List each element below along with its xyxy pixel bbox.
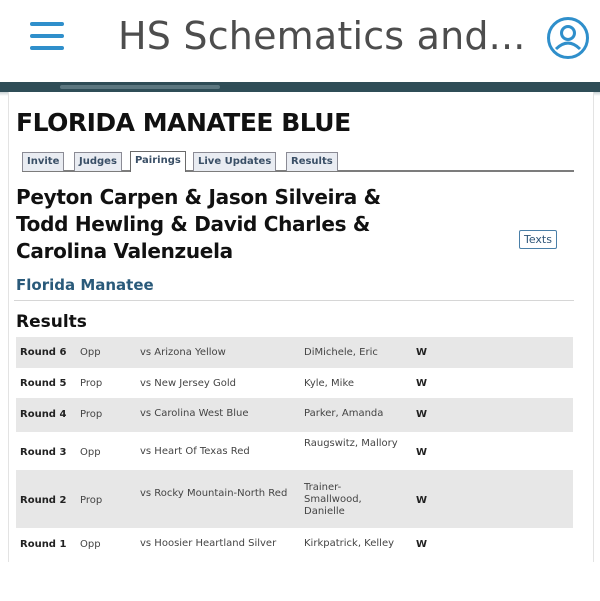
entry-names-line: Peyton Carpen & Jason Silveira &	[16, 185, 381, 209]
round-cell: Round 6	[20, 347, 67, 358]
opponent-link[interactable]: vs Rocky Mountain-North Red	[140, 488, 288, 499]
app-title: HS Schematics and...	[118, 14, 526, 58]
judge-link[interactable]: DiMichele, Eric	[304, 347, 378, 358]
opponent-link[interactable]: vs Carolina West Blue	[140, 408, 249, 419]
hamburger-menu-icon[interactable]	[30, 22, 64, 52]
side-cell: Prop	[80, 409, 103, 420]
decision-cell: W	[416, 447, 428, 458]
side-cell: Prop	[80, 378, 103, 389]
results-heading: Results	[16, 312, 87, 332]
table-row	[16, 337, 573, 368]
decision-cell: W	[416, 495, 428, 506]
entry-names-line: Carolina Valenzuela	[16, 239, 233, 263]
round-cell: Round 2	[20, 495, 67, 506]
opponent-link[interactable]: vs Arizona Yellow	[140, 347, 226, 358]
entry-names-line: Todd Hewling & David Charles &	[16, 212, 371, 236]
round-cell: Round 5	[20, 378, 67, 389]
opponent-link[interactable]: vs New Jersey Gold	[140, 378, 236, 389]
side-cell: Prop	[80, 495, 103, 506]
tab-pairings[interactable]: Pairings	[130, 151, 186, 172]
side-cell: Opp	[80, 539, 101, 550]
decision-cell: W	[416, 378, 428, 389]
table-row	[16, 432, 573, 470]
table-row	[16, 398, 573, 432]
opponent-link[interactable]: vs Heart Of Texas Red	[140, 446, 250, 457]
tournament-title: FLORIDA MANATEE BLUE	[16, 108, 351, 137]
decision-cell: W	[416, 539, 428, 550]
side-cell: Opp	[80, 447, 101, 458]
texts-button[interactable]: Texts	[519, 230, 557, 249]
opponent-link[interactable]: vs Hoosier Heartland Silver	[140, 538, 277, 549]
round-cell: Round 4	[20, 409, 67, 420]
side-cell: Opp	[80, 347, 101, 358]
tab-live-updates[interactable]: Live Updates	[193, 152, 276, 171]
table-row	[16, 528, 573, 560]
decision-cell: W	[416, 347, 428, 358]
tab-bar	[22, 152, 574, 172]
decision-cell: W	[416, 409, 428, 420]
judge-link[interactable]: Kirkpatrick, Kelley	[304, 538, 395, 549]
round-cell: Round 1	[20, 539, 67, 550]
judge-link[interactable]: Parker, Amanda	[304, 408, 384, 419]
table-row	[16, 470, 573, 528]
judge-link[interactable]: Trainer-Smallwood, Danielle	[304, 482, 362, 517]
round-cell: Round 3	[20, 447, 67, 458]
divider	[14, 300, 574, 301]
tab-invite[interactable]: Invite	[22, 152, 64, 171]
app-bar	[0, 0, 600, 82]
entry-names	[16, 184, 416, 265]
judge-link[interactable]: Raugswitz, Mallory	[304, 438, 398, 449]
table-row	[16, 368, 573, 398]
tab-judges[interactable]: Judges	[74, 152, 122, 171]
school-link[interactable]: Florida Manatee	[16, 276, 154, 294]
site-header-strip	[0, 82, 600, 92]
tab-results[interactable]: Results	[286, 152, 338, 171]
judge-link[interactable]: Kyle, Mike	[304, 378, 355, 389]
user-profile-icon[interactable]	[546, 16, 590, 60]
